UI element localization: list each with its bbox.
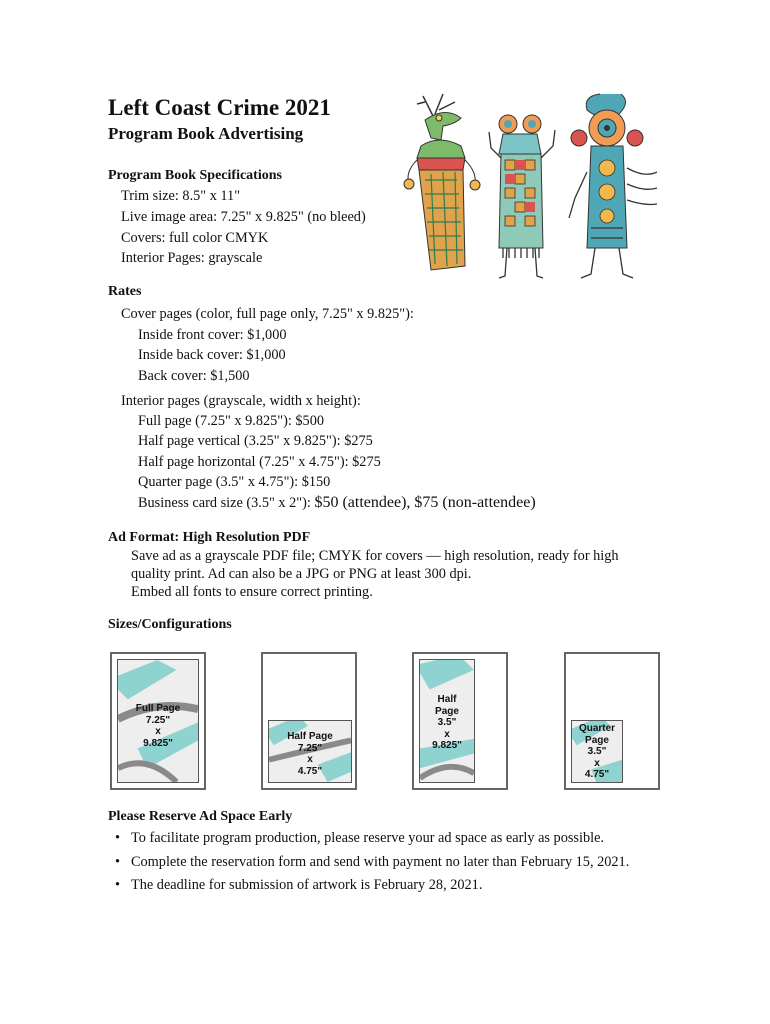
rates-heading: Rates — [108, 284, 142, 299]
quarter-page-label: Quarter Page 3.5" x 4.75" — [578, 723, 616, 780]
business-card-label: Business card size (3.5" x 2"): — [138, 495, 315, 511]
interior-pages-heading: Interior pages (grayscale, width x height): — [121, 393, 361, 409]
page-title: Left Coast Crime 2021 — [108, 95, 331, 120]
rate-half-vertical: Half page vertical (3.25" x 9.825"): $275 — [138, 433, 373, 449]
full-page-ad-area — [117, 659, 199, 783]
rate-inside-back: Inside back cover: $1,000 — [138, 347, 286, 363]
rate-back-cover: Back cover: $1,500 — [138, 368, 250, 384]
quarter-page-ad-area — [571, 720, 623, 783]
format-heading: Ad Format: High Resolution PDF — [108, 530, 311, 545]
list-item: • To facilitate program production, please reserve your ad space as early as possible. — [115, 830, 604, 846]
rate-quarter-page: Quarter page (3.5" x 4.75"): $150 — [138, 474, 331, 490]
bullet-icon: • — [115, 877, 121, 893]
spec-live-area: Live image area: 7.25" x 9.825" (no bleed) — [121, 209, 366, 225]
specs-heading: Program Book Specifications — [108, 168, 282, 183]
reserve-list — [113, 830, 629, 901]
rate-inside-front: Inside front cover: $1,000 — [138, 327, 287, 343]
list-item: • Complete the reservation form and send with payment no later than February 15, 2021. — [115, 853, 630, 870]
half-page-horizontal-label: Half Page 7.25" x 4.75" — [287, 731, 333, 777]
half-page-vertical-config — [412, 652, 508, 790]
cover-pages-heading: Cover pages (color, full page only, 7.25" x 9.825"): — [121, 306, 414, 322]
spec-trim-size: Trim size: 8.5" x 11" — [121, 188, 241, 204]
page-subtitle: Program Book Advertising — [108, 124, 304, 143]
spec-interior: Interior Pages: grayscale — [121, 250, 263, 266]
format-line-3: Embed all fonts to ensure correct printing. — [131, 584, 373, 600]
bullet-icon: • — [115, 830, 121, 846]
rate-business-card — [138, 494, 536, 512]
sizes-heading: Sizes/Configurations — [108, 617, 232, 632]
rate-full-page: Full page (7.25" x 9.825"): $500 — [138, 413, 324, 429]
reserve-heading: Please Reserve Ad Space Early — [108, 809, 293, 824]
spec-covers: Covers: full color CMYK — [121, 230, 269, 246]
format-line-1: Save ad as a grayscale PDF file; CMYK for covers — high resolution, ready for high — [131, 548, 619, 564]
bullet-icon: • — [115, 853, 121, 870]
full-page-label: Full Page 7.25" x 9.825" — [135, 703, 181, 749]
half-page-horizontal-ad-area — [268, 720, 352, 783]
half-page-vertical-ad-area — [419, 659, 475, 783]
list-item: • The deadline for submission of artwork is February 28, 2021. — [115, 877, 483, 893]
full-page-config — [110, 652, 206, 790]
rate-half-horizontal: Half page horizontal (7.25" x 4.75"): $275 — [138, 454, 381, 470]
business-card-price: $50 (attendee), $75 (non-attendee) — [314, 494, 536, 511]
half-page-vertical-label: Half Page 3.5" x 9.825" — [432, 694, 462, 751]
quarter-page-config — [564, 652, 660, 790]
half-page-horizontal-config — [261, 652, 357, 790]
format-line-2: quality print. Ad can also be a JPG or PNG at least 300 dpi. — [131, 566, 472, 582]
folk-art-figures-icon — [395, 88, 670, 288]
